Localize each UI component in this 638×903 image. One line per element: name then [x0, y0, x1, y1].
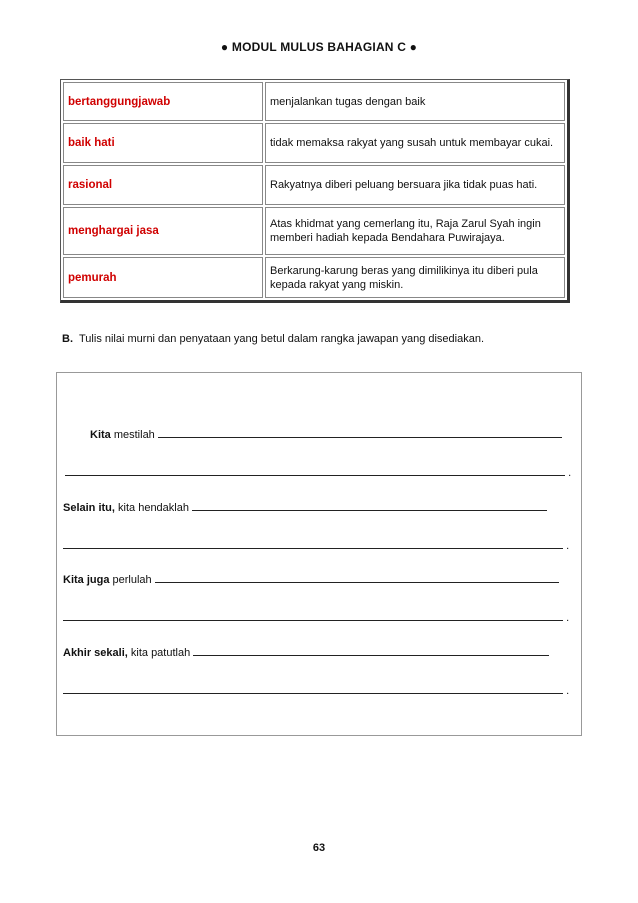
term-cell: menghargai jasa	[63, 207, 263, 255]
answer-blank-2[interactable]	[192, 510, 547, 511]
description-cell: Berkarung-karung beras yang dimilikinya itu diberi pula kepada rakyat yang miskin.	[265, 257, 565, 298]
answer-continuation-3	[63, 612, 569, 624]
table-row	[63, 165, 565, 205]
answer-blank-3[interactable]	[155, 582, 559, 583]
section-b-label: B.	[62, 333, 73, 345]
answer-blank-1[interactable]	[158, 437, 562, 438]
answer-frame	[56, 372, 582, 736]
term-cell: rasional	[63, 165, 263, 205]
page-number: 63	[312, 842, 326, 854]
table-row	[63, 123, 565, 163]
answer-text-4: kita patutlah	[130, 647, 191, 659]
description-cell: tidak memaksa rakyat yang susah untuk membayar cukai.	[265, 123, 565, 163]
answer-blank-4[interactable]	[193, 655, 549, 656]
period: .	[566, 685, 570, 697]
description-cell: menjalankan tugas dengan baik	[265, 82, 565, 121]
answer-text-3: perlulah	[112, 574, 152, 586]
term-cell: bertanggungjawab	[63, 82, 263, 121]
values-table	[60, 79, 570, 303]
answer-text-1: mestilah	[113, 429, 155, 441]
description-cell: Rakyatnya diberi peluang bersuara jika tidak puas hati.	[265, 165, 565, 205]
table-row	[63, 257, 565, 298]
answer-starter-2: Selain itu,	[63, 502, 115, 514]
answer-line-3	[63, 574, 559, 586]
answer-continuation-1	[65, 467, 571, 479]
description-cell: Atas khidmat yang cemerlang itu, Raja Zarul Syah ingin memberi hadiah kepada Bendahara Puwirajaya.	[265, 207, 565, 255]
answer-line-2	[63, 502, 547, 514]
table-row	[63, 82, 565, 121]
term-cell: pemurah	[63, 257, 263, 298]
answer-blank-2b[interactable]	[63, 548, 563, 549]
answer-text-2: kita hendaklah	[118, 502, 189, 514]
answer-line-4	[63, 647, 549, 659]
term-cell: baik hati	[63, 123, 263, 163]
section-b-instruction	[62, 333, 484, 345]
section-b-text: Tulis nilai murni dan penyataan yang betul dalam rangka jawapan yang disediakan.	[79, 333, 485, 345]
answer-starter-1: Kita	[90, 429, 111, 441]
answer-blank-4b[interactable]	[63, 693, 563, 694]
answer-continuation-2	[63, 540, 569, 552]
answer-continuation-4	[63, 685, 569, 697]
table-row	[63, 207, 565, 255]
answer-blank-1b[interactable]	[65, 475, 565, 476]
period: .	[566, 540, 570, 552]
period: .	[568, 467, 572, 479]
answer-starter-4: Akhir sekali,	[63, 647, 128, 659]
answer-blank-3b[interactable]	[63, 620, 563, 621]
period: .	[566, 612, 570, 624]
page-header: ● MODUL MULUS BAHAGIAN C ●	[220, 40, 418, 54]
answer-starter-3: Kita juga	[63, 574, 110, 586]
answer-line-1	[90, 429, 562, 441]
